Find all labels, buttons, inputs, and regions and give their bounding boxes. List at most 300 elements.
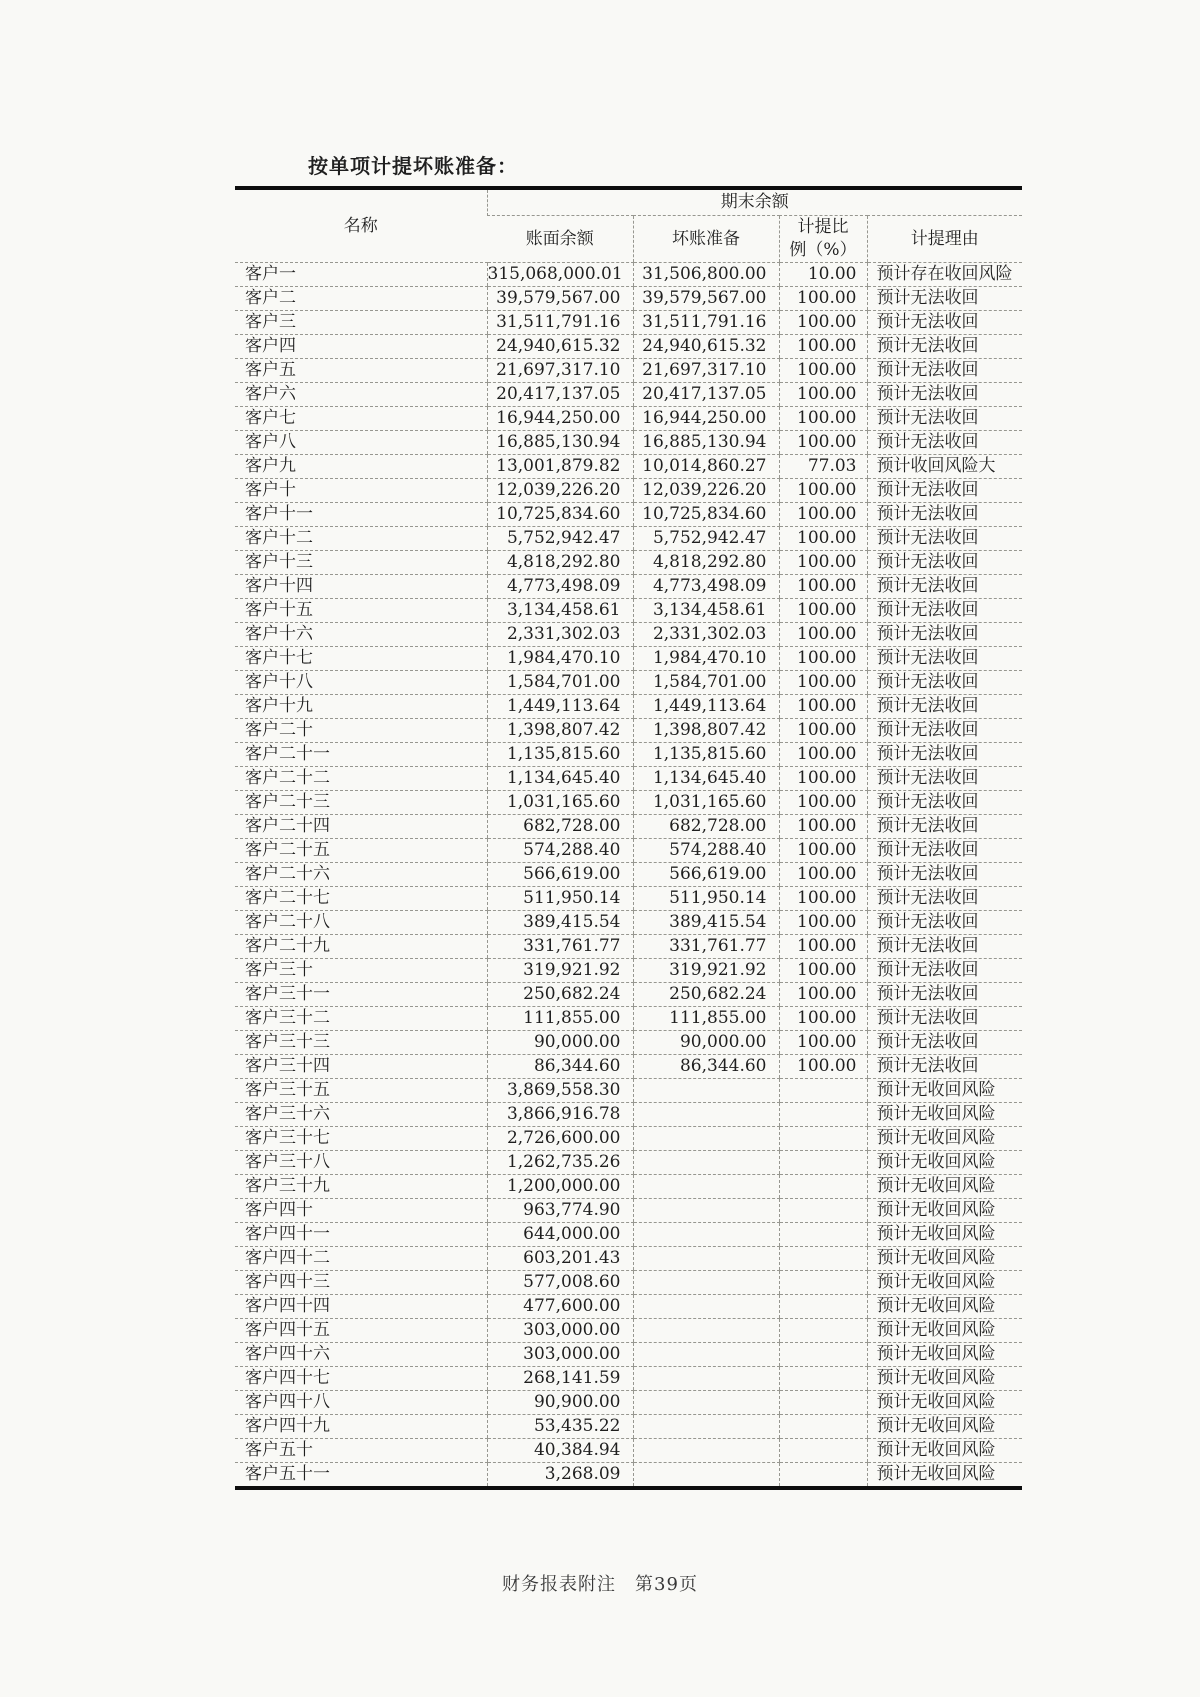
bad-debt-provision-cell: 10,725,834.60 — [633, 503, 779, 527]
provision-reason-cell: 预计无收回风险 — [867, 1199, 1022, 1223]
provision-reason-cell: 预计无法收回 — [867, 887, 1022, 911]
book-balance-cell: 682,728.00 — [487, 815, 633, 839]
table-row — [235, 959, 1022, 983]
customer-name-cell: 客户四十 — [235, 1199, 487, 1223]
table-row — [235, 719, 1022, 743]
provision-reason-cell: 预计无法收回 — [867, 551, 1022, 575]
bad-debt-provision-cell — [633, 1391, 779, 1415]
customer-name-cell: 客户十 — [235, 479, 487, 503]
customer-name-cell: 客户二十一 — [235, 743, 487, 767]
provision-reason-cell: 预计无收回风险 — [867, 1343, 1022, 1367]
table-row — [235, 1199, 1022, 1223]
provision-reason-cell: 预计无法收回 — [867, 647, 1022, 671]
bad-debt-provision-cell: 319,921.92 — [633, 959, 779, 983]
provision-ratio-cell: 100.00 — [779, 719, 867, 743]
provision-ratio-cell: 100.00 — [779, 647, 867, 671]
table-row — [235, 1415, 1022, 1439]
book-balance-cell: 1,262,735.26 — [487, 1151, 633, 1175]
customer-name-cell: 客户三十四 — [235, 1055, 487, 1079]
header-bad-debt-provision: 坏账准备 — [633, 216, 779, 263]
book-balance-cell: 268,141.59 — [487, 1367, 633, 1391]
customer-name-cell: 客户四十四 — [235, 1295, 487, 1319]
provision-ratio-cell — [779, 1415, 867, 1439]
book-balance-cell: 303,000.00 — [487, 1319, 633, 1343]
bad-debt-provision-cell — [633, 1175, 779, 1199]
book-balance-cell: 1,031,165.60 — [487, 791, 633, 815]
bad-debt-provision-cell: 31,511,791.16 — [633, 311, 779, 335]
table-row — [235, 1463, 1022, 1489]
customer-name-cell: 客户二十四 — [235, 815, 487, 839]
book-balance-cell: 577,008.60 — [487, 1271, 633, 1295]
header-provision-ratio — [779, 216, 867, 263]
provision-ratio-cell — [779, 1463, 867, 1489]
provision-reason-cell: 预计无法收回 — [867, 431, 1022, 455]
provision-reason-cell: 预计无法收回 — [867, 1031, 1022, 1055]
bad-debt-provision-cell — [633, 1247, 779, 1271]
bad-debt-provision-cell: 4,773,498.09 — [633, 575, 779, 599]
book-balance-cell: 2,726,600.00 — [487, 1127, 633, 1151]
provision-ratio-cell: 100.00 — [779, 815, 867, 839]
book-balance-cell: 315,068,000.01 — [487, 263, 633, 287]
customer-name-cell: 客户十二 — [235, 527, 487, 551]
table-row — [235, 1007, 1022, 1031]
header-closing-balance: 期末余额 — [487, 188, 1022, 216]
table-row — [235, 383, 1022, 407]
provision-reason-cell: 预计无法收回 — [867, 863, 1022, 887]
provision-ratio-cell — [779, 1247, 867, 1271]
provision-ratio-cell: 100.00 — [779, 863, 867, 887]
table-row — [235, 1439, 1022, 1463]
customer-name-cell: 客户三十九 — [235, 1175, 487, 1199]
bad-debt-provision-cell: 2,331,302.03 — [633, 623, 779, 647]
customer-name-cell: 客户四 — [235, 335, 487, 359]
customer-name-cell: 客户三十六 — [235, 1103, 487, 1127]
provision-reason-cell: 预计无法收回 — [867, 311, 1022, 335]
customer-name-cell: 客户十五 — [235, 599, 487, 623]
provision-reason-cell: 预计无收回风险 — [867, 1127, 1022, 1151]
book-balance-cell: 31,511,791.16 — [487, 311, 633, 335]
provision-ratio-cell: 100.00 — [779, 431, 867, 455]
provision-ratio-cell: 100.00 — [779, 935, 867, 959]
customer-name-cell: 客户七 — [235, 407, 487, 431]
book-balance-cell: 250,682.24 — [487, 983, 633, 1007]
bad-debt-provision-cell — [633, 1295, 779, 1319]
customer-name-cell: 客户三十一 — [235, 983, 487, 1007]
provision-ratio-cell: 100.00 — [779, 983, 867, 1007]
provision-ratio-cell: 100.00 — [779, 671, 867, 695]
bad-debt-provision-cell — [633, 1439, 779, 1463]
table-row — [235, 911, 1022, 935]
book-balance-cell: 40,384.94 — [487, 1439, 633, 1463]
bad-debt-provision-cell: 21,697,317.10 — [633, 359, 779, 383]
provision-ratio-cell: 100.00 — [779, 551, 867, 575]
customer-name-cell: 客户二十八 — [235, 911, 487, 935]
bad-debt-provision-cell: 12,039,226.20 — [633, 479, 779, 503]
header-provision-reason: 计提理由 — [867, 216, 1022, 263]
provision-ratio-cell — [779, 1295, 867, 1319]
book-balance-cell: 24,940,615.32 — [487, 335, 633, 359]
provision-reason-cell: 预计存在收回风险 — [867, 263, 1022, 287]
provision-reason-cell: 预计无收回风险 — [867, 1151, 1022, 1175]
provision-reason-cell: 预计无法收回 — [867, 407, 1022, 431]
table-row — [235, 1247, 1022, 1271]
customer-name-cell: 客户十九 — [235, 695, 487, 719]
header-provision-ratio-line1: 计提比 — [797, 217, 849, 237]
table-row — [235, 695, 1022, 719]
bad-debt-provision-cell: 39,579,567.00 — [633, 287, 779, 311]
provision-ratio-cell: 100.00 — [779, 1007, 867, 1031]
table-row — [235, 1367, 1022, 1391]
customer-name-cell: 客户八 — [235, 431, 487, 455]
customer-name-cell: 客户五 — [235, 359, 487, 383]
table-row — [235, 1055, 1022, 1079]
provision-ratio-cell — [779, 1367, 867, 1391]
book-balance-cell: 16,885,130.94 — [487, 431, 633, 455]
header-name: 名称 — [235, 188, 487, 263]
header-book-balance: 账面余额 — [487, 216, 633, 263]
book-balance-cell: 1,984,470.10 — [487, 647, 633, 671]
customer-name-cell: 客户一 — [235, 263, 487, 287]
provision-reason-cell: 预计收回风险大 — [867, 455, 1022, 479]
book-balance-cell: 1,200,000.00 — [487, 1175, 633, 1199]
bad-debt-provision-cell — [633, 1223, 779, 1247]
bad-debt-provision-cell: 111,855.00 — [633, 1007, 779, 1031]
provision-ratio-cell: 100.00 — [779, 479, 867, 503]
table-row — [235, 1295, 1022, 1319]
bad-debt-provision-cell: 331,761.77 — [633, 935, 779, 959]
customer-name-cell: 客户十一 — [235, 503, 487, 527]
bad-debt-provision-cell: 511,950.14 — [633, 887, 779, 911]
book-balance-cell: 319,921.92 — [487, 959, 633, 983]
provision-reason-cell: 预计无法收回 — [867, 503, 1022, 527]
provision-reason-cell: 预计无收回风险 — [867, 1103, 1022, 1127]
bad-debt-provision-cell: 20,417,137.05 — [633, 383, 779, 407]
book-balance-cell: 20,417,137.05 — [487, 383, 633, 407]
provision-ratio-cell: 100.00 — [779, 575, 867, 599]
provision-reason-cell: 预计无收回风险 — [867, 1319, 1022, 1343]
book-balance-cell: 21,697,317.10 — [487, 359, 633, 383]
bad-debt-provision-cell: 566,619.00 — [633, 863, 779, 887]
provision-ratio-cell: 100.00 — [779, 527, 867, 551]
provision-reason-cell: 预计无收回风险 — [867, 1415, 1022, 1439]
book-balance-cell: 3,866,916.78 — [487, 1103, 633, 1127]
table-row — [235, 479, 1022, 503]
customer-name-cell: 客户二十二 — [235, 767, 487, 791]
provision-reason-cell: 预计无法收回 — [867, 1007, 1022, 1031]
customer-name-cell: 客户五十一 — [235, 1463, 487, 1489]
bad-debt-provision-cell — [633, 1103, 779, 1127]
bad-debt-provision-cell: 389,415.54 — [633, 911, 779, 935]
customer-name-cell: 客户十八 — [235, 671, 487, 695]
table-row — [235, 1391, 1022, 1415]
provision-ratio-cell — [779, 1175, 867, 1199]
table-row — [235, 1271, 1022, 1295]
table-row — [235, 1319, 1022, 1343]
bad-debt-provision-cell: 24,940,615.32 — [633, 335, 779, 359]
provision-reason-cell: 预计无法收回 — [867, 935, 1022, 959]
provision-ratio-cell: 100.00 — [779, 695, 867, 719]
provision-ratio-cell: 100.00 — [779, 503, 867, 527]
provision-ratio-cell: 100.00 — [779, 311, 867, 335]
customer-name-cell: 客户三十三 — [235, 1031, 487, 1055]
table-row — [235, 887, 1022, 911]
provision-ratio-cell — [779, 1079, 867, 1103]
provision-ratio-cell: 100.00 — [779, 767, 867, 791]
book-balance-cell: 2,331,302.03 — [487, 623, 633, 647]
provision-reason-cell: 预计无法收回 — [867, 695, 1022, 719]
bad-debt-provision-cell: 10,014,860.27 — [633, 455, 779, 479]
table-row — [235, 335, 1022, 359]
book-balance-cell: 603,201.43 — [487, 1247, 633, 1271]
provision-reason-cell: 预计无收回风险 — [867, 1391, 1022, 1415]
provision-reason-cell: 预计无法收回 — [867, 743, 1022, 767]
book-balance-cell: 3,268.09 — [487, 1463, 633, 1489]
bad-debt-provision-cell — [633, 1079, 779, 1103]
book-balance-cell: 389,415.54 — [487, 911, 633, 935]
table-row — [235, 359, 1022, 383]
provision-reason-cell: 预计无收回风险 — [867, 1271, 1022, 1295]
provision-ratio-cell: 100.00 — [779, 1031, 867, 1055]
customer-name-cell: 客户四十六 — [235, 1343, 487, 1367]
book-balance-cell: 16,944,250.00 — [487, 407, 633, 431]
bad-debt-provision-cell: 574,288.40 — [633, 839, 779, 863]
provision-ratio-cell: 100.00 — [779, 383, 867, 407]
customer-name-cell: 客户四十八 — [235, 1391, 487, 1415]
table-row — [235, 503, 1022, 527]
provision-ratio-cell — [779, 1151, 867, 1175]
provision-ratio-cell: 100.00 — [779, 359, 867, 383]
book-balance-cell: 10,725,834.60 — [487, 503, 633, 527]
bad-debt-provision-cell: 1,135,815.60 — [633, 743, 779, 767]
provision-ratio-cell — [779, 1103, 867, 1127]
bad-debt-provision-cell: 16,885,130.94 — [633, 431, 779, 455]
table-row — [235, 1175, 1022, 1199]
customer-name-cell: 客户二十 — [235, 719, 487, 743]
customer-name-cell: 客户二十五 — [235, 839, 487, 863]
customer-name-cell: 客户三十五 — [235, 1079, 487, 1103]
bad-debt-provision-cell — [633, 1367, 779, 1391]
provision-reason-cell: 预计无法收回 — [867, 983, 1022, 1007]
customer-name-cell: 客户十六 — [235, 623, 487, 647]
page-footer: 财务报表附注 第39页 — [502, 1574, 698, 1595]
table-row — [235, 815, 1022, 839]
table-row — [235, 935, 1022, 959]
customer-name-cell: 客户二十三 — [235, 791, 487, 815]
customer-name-cell: 客户十三 — [235, 551, 487, 575]
table-row — [235, 1343, 1022, 1367]
customer-name-cell: 客户四十二 — [235, 1247, 487, 1271]
provision-reason-cell: 预计无收回风险 — [867, 1439, 1022, 1463]
provision-reason-cell: 预计无法收回 — [867, 359, 1022, 383]
book-balance-cell: 90,900.00 — [487, 1391, 633, 1415]
table-row — [235, 791, 1022, 815]
book-balance-cell: 12,039,226.20 — [487, 479, 633, 503]
book-balance-cell: 3,134,458.61 — [487, 599, 633, 623]
provision-reason-cell: 预计无法收回 — [867, 767, 1022, 791]
provision-reason-cell: 预计无法收回 — [867, 623, 1022, 647]
book-balance-cell: 511,950.14 — [487, 887, 633, 911]
customer-name-cell: 客户二十七 — [235, 887, 487, 911]
provision-reason-cell: 预计无法收回 — [867, 1055, 1022, 1079]
bad-debt-provision-cell — [633, 1463, 779, 1489]
section-title: 按单项计提坏账准备： — [308, 154, 518, 178]
provision-reason-cell: 预计无收回风险 — [867, 1079, 1022, 1103]
table-row — [235, 551, 1022, 575]
book-balance-cell: 331,761.77 — [487, 935, 633, 959]
table-row — [235, 287, 1022, 311]
bad-debt-provision-cell: 1,398,807.42 — [633, 719, 779, 743]
provision-ratio-cell — [779, 1439, 867, 1463]
book-balance-cell: 4,773,498.09 — [487, 575, 633, 599]
table-row — [235, 1151, 1022, 1175]
table-row — [235, 407, 1022, 431]
bad-debt-provision-cell: 86,344.60 — [633, 1055, 779, 1079]
provision-ratio-cell: 100.00 — [779, 791, 867, 815]
provision-reason-cell: 预计无收回风险 — [867, 1223, 1022, 1247]
provision-ratio-cell: 100.00 — [779, 599, 867, 623]
bad-debt-provision-cell — [633, 1343, 779, 1367]
table-row — [235, 455, 1022, 479]
table-row — [235, 983, 1022, 1007]
book-balance-cell: 53,435.22 — [487, 1415, 633, 1439]
provision-reason-cell: 预计无法收回 — [867, 287, 1022, 311]
book-balance-cell: 644,000.00 — [487, 1223, 633, 1247]
book-balance-cell: 111,855.00 — [487, 1007, 633, 1031]
bad-debt-provision-cell — [633, 1127, 779, 1151]
provision-ratio-cell: 100.00 — [779, 623, 867, 647]
table-row — [235, 743, 1022, 767]
provision-ratio-cell — [779, 1199, 867, 1223]
bad-debt-provision-cell — [633, 1415, 779, 1439]
customer-name-cell: 客户二 — [235, 287, 487, 311]
provision-reason-cell: 预计无收回风险 — [867, 1295, 1022, 1319]
provision-ratio-cell — [779, 1391, 867, 1415]
bad-debt-provision-cell — [633, 1319, 779, 1343]
table-row — [235, 263, 1022, 287]
table-row — [235, 1031, 1022, 1055]
table-row — [235, 839, 1022, 863]
provision-ratio-cell — [779, 1343, 867, 1367]
bad-debt-provision-cell — [633, 1151, 779, 1175]
table-row — [235, 623, 1022, 647]
provision-reason-cell: 预计无法收回 — [867, 671, 1022, 695]
bad-debt-provision-cell: 31,506,800.00 — [633, 263, 779, 287]
book-balance-cell: 574,288.40 — [487, 839, 633, 863]
provision-ratio-cell: 100.00 — [779, 1055, 867, 1079]
provision-ratio-cell — [779, 1223, 867, 1247]
customer-name-cell: 客户五十 — [235, 1439, 487, 1463]
provision-reason-cell: 预计无法收回 — [867, 839, 1022, 863]
provision-reason-cell: 预计无收回风险 — [867, 1463, 1022, 1489]
customer-name-cell: 客户三十八 — [235, 1151, 487, 1175]
customer-name-cell: 客户九 — [235, 455, 487, 479]
provision-ratio-cell: 100.00 — [779, 887, 867, 911]
customer-name-cell: 客户三 — [235, 311, 487, 335]
book-balance-cell: 303,000.00 — [487, 1343, 633, 1367]
provision-reason-cell: 预计无法收回 — [867, 479, 1022, 503]
table-row — [235, 1079, 1022, 1103]
provision-ratio-cell: 100.00 — [779, 839, 867, 863]
bad-debt-provision-cell: 1,984,470.10 — [633, 647, 779, 671]
provision-reason-cell: 预计无收回风险 — [867, 1367, 1022, 1391]
book-balance-cell: 39,579,567.00 — [487, 287, 633, 311]
provision-reason-cell: 预计无法收回 — [867, 383, 1022, 407]
table-row — [235, 599, 1022, 623]
book-balance-cell: 5,752,942.47 — [487, 527, 633, 551]
provision-reason-cell: 预计无法收回 — [867, 911, 1022, 935]
provision-ratio-cell — [779, 1319, 867, 1343]
header-provision-ratio-line2: 例（%） — [789, 240, 857, 260]
book-balance-cell: 1,584,701.00 — [487, 671, 633, 695]
book-balance-cell: 13,001,879.82 — [487, 455, 633, 479]
bad-debt-provision-cell: 1,584,701.00 — [633, 671, 779, 695]
customer-name-cell: 客户二十九 — [235, 935, 487, 959]
provision-ratio-cell: 100.00 — [779, 743, 867, 767]
provision-ratio-cell: 10.00 — [779, 263, 867, 287]
table-row — [235, 1223, 1022, 1247]
customer-name-cell: 客户四十九 — [235, 1415, 487, 1439]
bad-debt-provision-cell: 4,818,292.80 — [633, 551, 779, 575]
table-row — [235, 311, 1022, 335]
book-balance-cell: 566,619.00 — [487, 863, 633, 887]
provision-reason-cell: 预计无法收回 — [867, 959, 1022, 983]
provision-reason-cell: 预计无收回风险 — [867, 1247, 1022, 1271]
table-row — [235, 575, 1022, 599]
provision-ratio-cell — [779, 1271, 867, 1295]
table-row — [235, 1127, 1022, 1151]
table-row — [235, 647, 1022, 671]
book-balance-cell: 963,774.90 — [487, 1199, 633, 1223]
bad-debt-provision-cell: 1,134,645.40 — [633, 767, 779, 791]
provision-reason-cell: 预计无法收回 — [867, 815, 1022, 839]
bad-debt-provision-cell: 682,728.00 — [633, 815, 779, 839]
book-balance-cell: 90,000.00 — [487, 1031, 633, 1055]
bad-debt-provision-cell: 90,000.00 — [633, 1031, 779, 1055]
customer-name-cell: 客户三十 — [235, 959, 487, 983]
book-balance-cell: 1,134,645.40 — [487, 767, 633, 791]
provision-reason-cell: 预计无收回风险 — [867, 1175, 1022, 1199]
table-header — [235, 188, 1022, 263]
customer-name-cell: 客户二十六 — [235, 863, 487, 887]
customer-name-cell: 客户十四 — [235, 575, 487, 599]
table-body — [235, 263, 1022, 1489]
customer-name-cell: 客户四十七 — [235, 1367, 487, 1391]
provision-reason-cell: 预计无法收回 — [867, 719, 1022, 743]
provision-ratio-cell: 100.00 — [779, 287, 867, 311]
table-row — [235, 767, 1022, 791]
bad-debt-provision-cell: 250,682.24 — [633, 983, 779, 1007]
table-row — [235, 671, 1022, 695]
provision-reason-cell: 预计无法收回 — [867, 335, 1022, 359]
provision-reason-cell: 预计无法收回 — [867, 575, 1022, 599]
book-balance-cell: 477,600.00 — [487, 1295, 633, 1319]
provision-ratio-cell: 100.00 — [779, 959, 867, 983]
customer-name-cell: 客户四十一 — [235, 1223, 487, 1247]
provision-ratio-cell: 100.00 — [779, 335, 867, 359]
customer-name-cell: 客户四十五 — [235, 1319, 487, 1343]
provision-reason-cell: 预计无法收回 — [867, 599, 1022, 623]
bad-debt-provision-cell: 16,944,250.00 — [633, 407, 779, 431]
customer-name-cell: 客户六 — [235, 383, 487, 407]
provision-ratio-cell: 100.00 — [779, 407, 867, 431]
customer-name-cell: 客户三十二 — [235, 1007, 487, 1031]
customer-name-cell: 客户四十三 — [235, 1271, 487, 1295]
table-row — [235, 863, 1022, 887]
provision-ratio-cell: 77.03 — [779, 455, 867, 479]
book-balance-cell: 86,344.60 — [487, 1055, 633, 1079]
book-balance-cell: 3,869,558.30 — [487, 1079, 633, 1103]
table-row — [235, 1103, 1022, 1127]
